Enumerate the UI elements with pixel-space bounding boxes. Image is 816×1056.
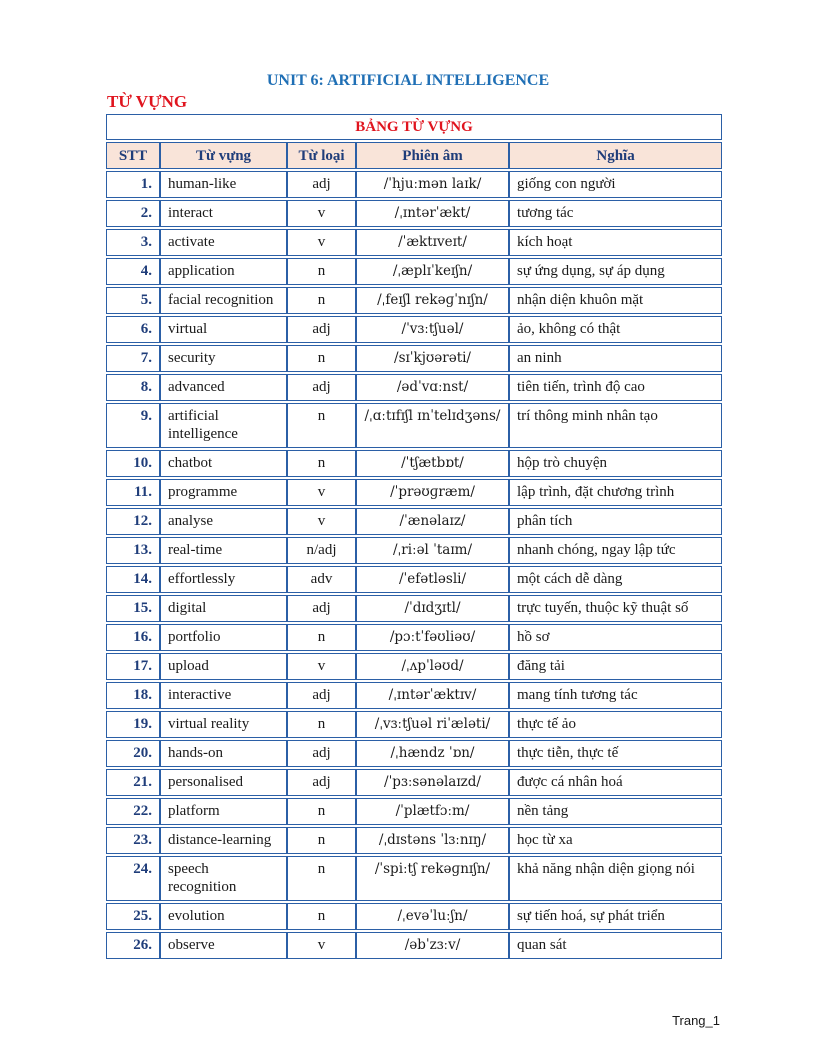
row-number: 3. (106, 229, 160, 256)
pronunciation-cell: /ˈæktɪveɪt/ (356, 229, 509, 256)
pronunciation-cell: /ˌdɪstəns ˈlɜːnɪŋ/ (356, 827, 509, 854)
part-of-speech-cell: v (287, 200, 356, 227)
word-cell: chatbot (160, 450, 287, 477)
part-of-speech-cell: n (287, 287, 356, 314)
part-of-speech-cell: v (287, 508, 356, 535)
word-cell: upload (160, 653, 287, 680)
table-row (106, 711, 722, 738)
pronunciation-cell: /ˈspiːtʃ rekəɡnɪʃn/ (356, 856, 509, 901)
meaning-cell: hộp trò chuyện (509, 450, 722, 477)
pronunciation-cell: /ˈplætfɔːm/ (356, 798, 509, 825)
row-number: 14. (106, 566, 160, 593)
meaning-cell: quan sát (509, 932, 722, 959)
table-row (106, 932, 722, 959)
row-number: 4. (106, 258, 160, 285)
row-number: 5. (106, 287, 160, 314)
table-caption: BẢNG TỪ VỰNG (106, 114, 722, 140)
row-number: 6. (106, 316, 160, 343)
meaning-cell: tiên tiến, trình độ cao (509, 374, 722, 401)
word-cell: effortlessly (160, 566, 287, 593)
meaning-cell: hồ sơ (509, 624, 722, 651)
table-header-row (106, 142, 722, 169)
word-cell: facial recognition (160, 287, 287, 314)
part-of-speech-cell: n (287, 258, 356, 285)
table-row (106, 287, 722, 314)
word-cell: portfolio (160, 624, 287, 651)
word-cell: personalised (160, 769, 287, 796)
row-number: 21. (106, 769, 160, 796)
pronunciation-cell: /ˌæplɪˈkeɪʃn/ (356, 258, 509, 285)
row-number: 24. (106, 856, 160, 901)
meaning-cell: một cách dễ dàng (509, 566, 722, 593)
pronunciation-cell: /ˌɪntərˈækt/ (356, 200, 509, 227)
word-cell: interactive (160, 682, 287, 709)
pronunciation-cell: /ˈdɪdʒɪtl/ (356, 595, 509, 622)
table-row (106, 856, 722, 901)
row-number: 22. (106, 798, 160, 825)
table-row (106, 508, 722, 535)
pronunciation-cell: /ˌriːəl ˈtaɪm/ (356, 537, 509, 564)
table-row (106, 258, 722, 285)
meaning-cell: đăng tải (509, 653, 722, 680)
row-number: 20. (106, 740, 160, 767)
part-of-speech-cell: adj (287, 682, 356, 709)
meaning-cell: sự ứng dụng, sự áp dụng (509, 258, 722, 285)
part-of-speech-cell: n (287, 624, 356, 651)
word-cell: digital (160, 595, 287, 622)
pronunciation-cell: /ˈænəlaɪz/ (356, 508, 509, 535)
row-number: 9. (106, 403, 160, 448)
part-of-speech-cell: n (287, 798, 356, 825)
word-cell: interact (160, 200, 287, 227)
part-of-speech-cell: v (287, 653, 356, 680)
pronunciation-cell: /əbˈzɜːv/ (356, 932, 509, 959)
table-row (106, 769, 722, 796)
pronunciation-cell: /ˈhjuːmən laɪk/ (356, 171, 509, 198)
part-of-speech-cell: adj (287, 740, 356, 767)
table-row (106, 653, 722, 680)
meaning-cell: khả năng nhận diện giọng nói (509, 856, 722, 901)
row-number: 18. (106, 682, 160, 709)
meaning-cell: học từ xa (509, 827, 722, 854)
meaning-cell: nền tảng (509, 798, 722, 825)
word-cell: application (160, 258, 287, 285)
word-cell: analyse (160, 508, 287, 535)
table-row (106, 903, 722, 930)
meaning-cell: ảo, không có thật (509, 316, 722, 343)
part-of-speech-cell: n (287, 711, 356, 738)
pronunciation-cell: /ˌvɜːtʃuəl riˈæləti/ (356, 711, 509, 738)
part-of-speech-cell: adj (287, 316, 356, 343)
pronunciation-cell: /ˈpɜːsənəlaɪzd/ (356, 769, 509, 796)
table-row (106, 316, 722, 343)
table-row (106, 624, 722, 651)
part-of-speech-cell: adj (287, 769, 356, 796)
unit-title: UNIT 6: ARTIFICIAL INTELLIGENCE (266, 72, 550, 89)
meaning-cell: thực tiễn, thực tế (509, 740, 722, 767)
part-of-speech-cell: n (287, 450, 356, 477)
row-number: 12. (106, 508, 160, 535)
row-number: 2. (106, 200, 160, 227)
word-cell: advanced (160, 374, 287, 401)
row-number: 23. (106, 827, 160, 854)
pronunciation-cell: /ˌɑːtɪfɪʃl ɪnˈtelɪdʒəns/ (356, 403, 509, 448)
pronunciation-cell: /ˌʌpˈləʊd/ (356, 653, 509, 680)
part-of-speech-cell: n (287, 903, 356, 930)
row-number: 25. (106, 903, 160, 930)
table-row (106, 403, 722, 448)
row-number: 1. (106, 171, 160, 198)
part-of-speech-cell: adj (287, 595, 356, 622)
part-of-speech-cell: n (287, 403, 356, 448)
row-number: 19. (106, 711, 160, 738)
header-ipa: Phiên âm (356, 142, 509, 169)
meaning-cell: lập trình, đặt chương trình (509, 479, 722, 506)
pronunciation-cell: /sɪˈkjʊərəti/ (356, 345, 509, 372)
part-of-speech-cell: n/adj (287, 537, 356, 564)
part-of-speech-cell: n (287, 856, 356, 901)
meaning-cell: nhận diện khuôn mặt (509, 287, 722, 314)
table-row (106, 345, 722, 372)
meaning-cell: an ninh (509, 345, 722, 372)
part-of-speech-cell: adv (287, 566, 356, 593)
row-number: 15. (106, 595, 160, 622)
word-cell: speech recognition (160, 856, 287, 901)
meaning-cell: kích hoạt (509, 229, 722, 256)
pronunciation-cell: /ˈefətləsli/ (356, 566, 509, 593)
table-row (106, 798, 722, 825)
part-of-speech-cell: v (287, 479, 356, 506)
table-row (106, 682, 722, 709)
word-cell: real-time (160, 537, 287, 564)
row-number: 7. (106, 345, 160, 372)
pronunciation-cell: /ˈprəʊɡræm/ (356, 479, 509, 506)
meaning-cell: nhanh chóng, ngay lập tức (509, 537, 722, 564)
vocabulary-table (106, 112, 722, 961)
row-number: 11. (106, 479, 160, 506)
pronunciation-cell: /ˌɪntərˈæktɪv/ (356, 682, 509, 709)
meaning-cell: trực tuyến, thuộc kỹ thuật số (509, 595, 722, 622)
part-of-speech-cell: v (287, 932, 356, 959)
row-number: 10. (106, 450, 160, 477)
word-cell: security (160, 345, 287, 372)
word-cell: platform (160, 798, 287, 825)
table-row (106, 566, 722, 593)
part-of-speech-cell: n (287, 345, 356, 372)
word-cell: activate (160, 229, 287, 256)
table-row (106, 171, 722, 198)
pronunciation-cell: /ˌhændz ˈɒn/ (356, 740, 509, 767)
header-meaning: Nghĩa (509, 142, 722, 169)
meaning-cell: thực tế ảo (509, 711, 722, 738)
word-cell: artificial intelligence (160, 403, 287, 448)
header-word: Từ vựng (160, 142, 287, 169)
meaning-cell: giống con người (509, 171, 722, 198)
pronunciation-cell: /ˈvɜːtʃuəl/ (356, 316, 509, 343)
word-cell: evolution (160, 903, 287, 930)
header-stt: STT (106, 142, 160, 169)
pronunciation-cell: /ˈtʃætbɒt/ (356, 450, 509, 477)
row-number: 8. (106, 374, 160, 401)
pronunciation-cell: /ˌfeɪʃl rekəɡˈnɪʃn/ (356, 287, 509, 314)
word-cell: hands-on (160, 740, 287, 767)
section-title: TỪ VỰNG (107, 92, 188, 111)
table-caption-row (106, 114, 722, 140)
row-number: 16. (106, 624, 160, 651)
part-of-speech-cell: n (287, 827, 356, 854)
word-cell: virtual reality (160, 711, 287, 738)
part-of-speech-cell: adj (287, 374, 356, 401)
word-cell: distance-learning (160, 827, 287, 854)
row-number: 17. (106, 653, 160, 680)
row-number: 26. (106, 932, 160, 959)
word-cell: virtual (160, 316, 287, 343)
pronunciation-cell: /ədˈvɑːnst/ (356, 374, 509, 401)
table-row (106, 827, 722, 854)
meaning-cell: được cá nhân hoá (509, 769, 722, 796)
table-row (106, 229, 722, 256)
table-row (106, 740, 722, 767)
pronunciation-cell: /pɔːtˈfəʊliəʊ/ (356, 624, 509, 651)
header-pos: Từ loại (287, 142, 356, 169)
table-row (106, 374, 722, 401)
pronunciation-cell: /ˌevəˈluːʃn/ (356, 903, 509, 930)
part-of-speech-cell: adj (287, 171, 356, 198)
meaning-cell: phân tích (509, 508, 722, 535)
table-row (106, 595, 722, 622)
row-number: 13. (106, 537, 160, 564)
meaning-cell: trí thông minh nhân tạo (509, 403, 722, 448)
table-row (106, 537, 722, 564)
word-cell: observe (160, 932, 287, 959)
table-row (106, 479, 722, 506)
table-row (106, 450, 722, 477)
meaning-cell: mang tính tương tác (509, 682, 722, 709)
word-cell: human-like (160, 171, 287, 198)
meaning-cell: sự tiến hoá, sự phát triển (509, 903, 722, 930)
table-row (106, 200, 722, 227)
meaning-cell: tương tác (509, 200, 722, 227)
part-of-speech-cell: v (287, 229, 356, 256)
page-number: Trang_1 (672, 1013, 720, 1028)
table-body (106, 171, 722, 959)
word-cell: programme (160, 479, 287, 506)
